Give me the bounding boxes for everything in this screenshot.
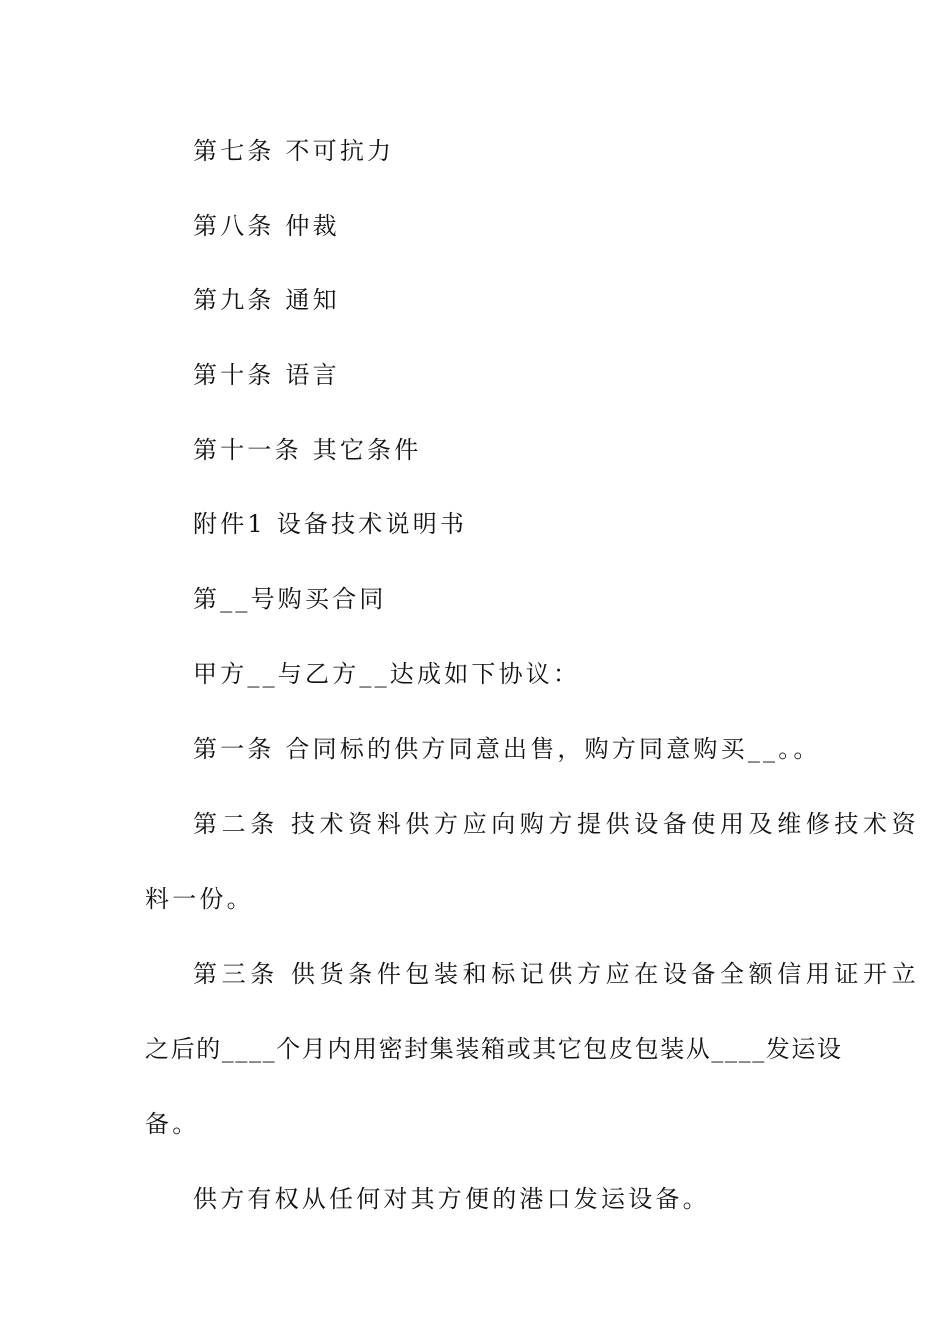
article-2-paragraph-line-1: 第二条 技术资料供方应向购方提供设备使用及维修技术资 bbox=[193, 810, 921, 838]
article-11-heading: 第十一条 其它条件 bbox=[193, 436, 422, 464]
article-3-paragraph-line-2: 之后的____个月内用密封集装箱或其它包皮包装从____发运设 bbox=[145, 1035, 843, 1063]
article-1-paragraph: 第一条 合同标的供方同意出售，购方同意购买__。。 bbox=[193, 735, 821, 763]
article-8-heading: 第八条 仲裁 bbox=[193, 212, 340, 240]
article-2-paragraph-line-2: 料一份。 bbox=[145, 885, 254, 913]
article-3-paragraph-line-3: 备。 bbox=[145, 1110, 200, 1138]
shipping-port-paragraph: 供方有权从任何对其方便的港口发运设备。 bbox=[193, 1185, 710, 1213]
parties-agreement-line: 甲方__与乙方__达成如下协议： bbox=[193, 660, 581, 688]
article-9-heading: 第九条 通知 bbox=[193, 286, 340, 314]
attachment-1-heading: 附件1 设备技术说明书 bbox=[193, 510, 468, 538]
article-10-heading: 第十条 语言 bbox=[193, 361, 340, 389]
article-7-heading: 第七条 不可抗力 bbox=[193, 137, 395, 165]
contract-number-line: 第__号购买合同 bbox=[193, 585, 387, 613]
article-3-paragraph-line-1: 第三条 供货条件包装和标记供方应在设备全额信用证开立 bbox=[193, 960, 921, 988]
